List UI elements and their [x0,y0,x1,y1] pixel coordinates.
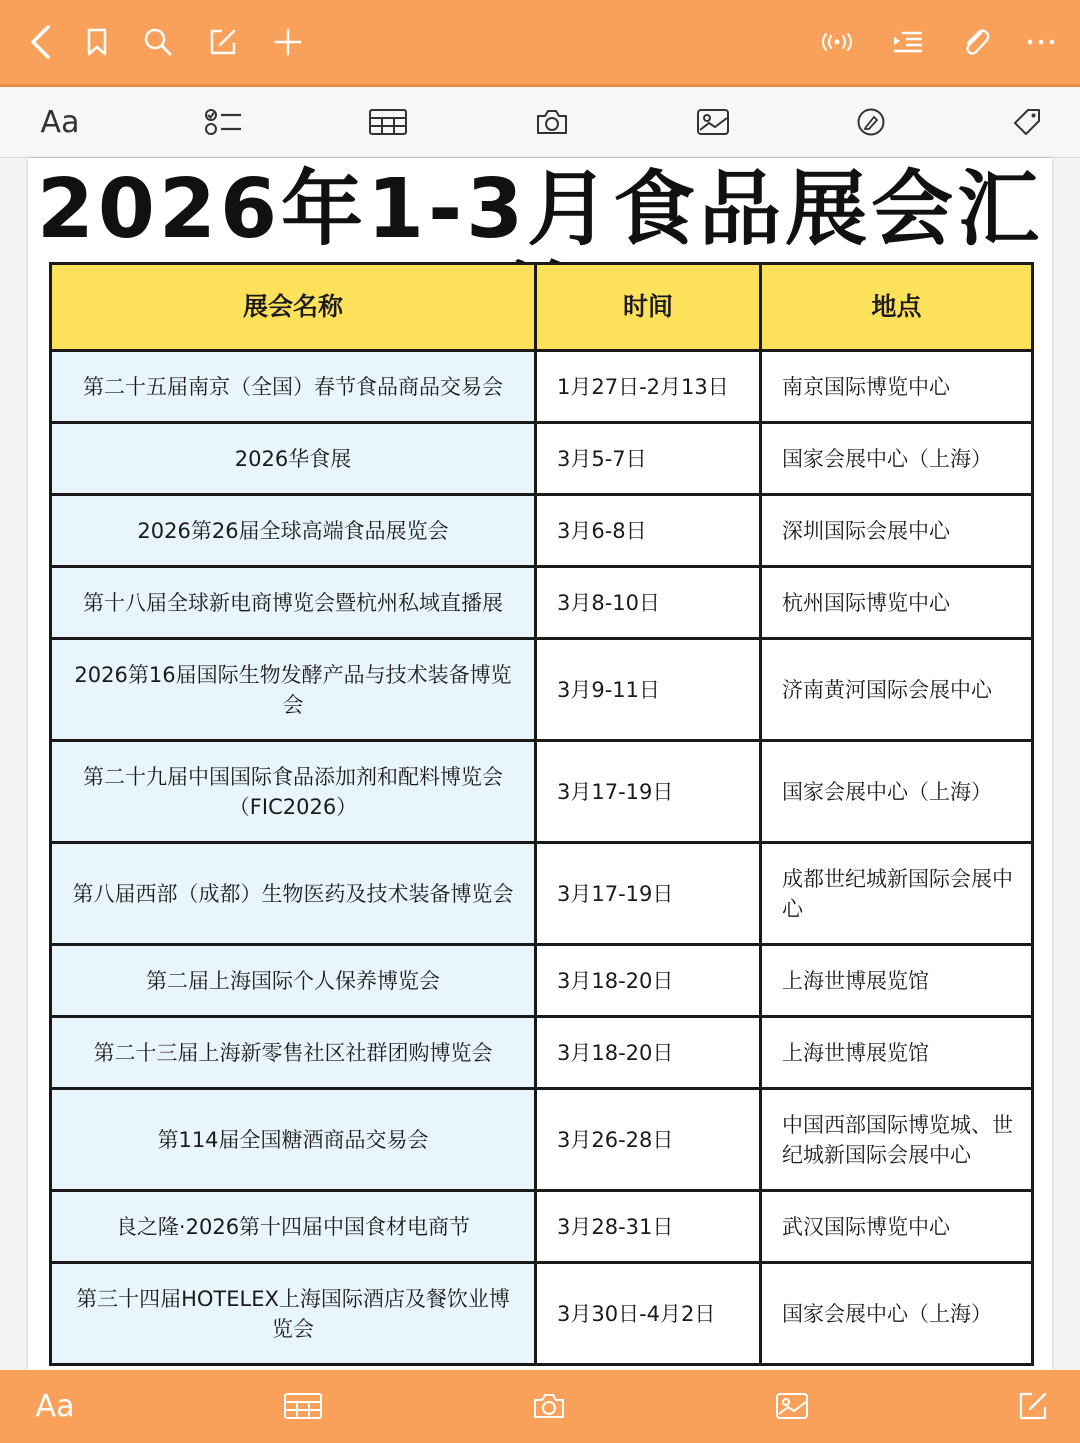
checklist-icon[interactable] [202,102,246,142]
outline-list-icon[interactable] [888,22,928,62]
table-row [51,1263,1033,1365]
exhibition-place-cell: 南京国际博览中心 [761,351,1033,423]
table-row [51,639,1033,741]
bottom-camera-icon[interactable] [527,1386,571,1426]
exhibition-name-cell: 第三十四届HOTELEX上海国际酒店及餐饮业博览会 [51,1263,536,1365]
exhibition-time-cell: 3月18-20日 [536,945,761,1017]
exhibition-place-cell: 国家会展中心（上海） [761,1263,1033,1365]
exhibition-time-cell: 3月18-20日 [536,1017,761,1089]
table-row [51,1191,1033,1263]
search-icon[interactable] [138,22,178,62]
exhibition-time-cell: 1月27日-2月13日 [536,351,761,423]
exhibition-place-cell: 深圳国际会展中心 [761,495,1033,567]
table-row [51,351,1033,423]
bottom-font-format-button[interactable]: Aa [35,1388,75,1424]
exhibition-time-cell: 3月17-19日 [536,843,761,945]
exhibition-place-cell: 中国西部国际博览城、世纪城新国际会展中心 [761,1089,1033,1191]
exhibition-place-cell: 成都世纪城新国际会展中心 [761,843,1033,945]
exhibition-table [49,262,1034,1366]
exhibition-name-cell: 第二十五届南京（全国）春节食品商品交易会 [51,351,536,423]
table-row [51,1017,1033,1089]
exhibition-place-cell: 国家会展中心（上海） [761,423,1033,495]
exhibition-time-cell: 3月8-10日 [536,567,761,639]
exhibition-name-cell: 第114届全国糖酒商品交易会 [51,1089,536,1191]
exhibition-place-cell: 上海世博展览馆 [761,945,1033,1017]
exhibition-name-cell: 2026第16届国际生物发酵产品与技术装备博览会 [51,639,536,741]
back-icon[interactable] [20,22,60,62]
tag-icon[interactable] [1005,102,1049,142]
broadcast-icon[interactable] [817,22,857,62]
edit-icon[interactable] [203,22,243,62]
top-navigation-bar [0,0,1080,87]
table-row [51,1089,1033,1191]
exhibition-time-cell: 3月28-31日 [536,1191,761,1263]
exhibition-name-cell: 2026第26届全球高端食品展览会 [51,495,536,567]
exhibition-name-cell: 第十八届全球新电商博览会暨杭州私域直播展 [51,567,536,639]
markup-pen-icon[interactable] [849,102,893,142]
table-row [51,945,1033,1017]
table-row [51,495,1033,567]
exhibition-place-cell: 国家会展中心（上海） [761,741,1033,843]
exhibition-place-cell: 上海世博展览馆 [761,1017,1033,1089]
font-format-button[interactable]: Aa [40,104,80,140]
note-title: 2026年1-3月食品展会汇 [36,162,1044,257]
exhibition-time-cell: 3月5-7日 [536,423,761,495]
exhibition-name-cell: 第二十九届中国国际食品添加剂和配料博览会（FIC2026） [51,741,536,843]
bottom-table-icon[interactable] [281,1386,325,1426]
exhibition-time-cell: 3月26-28日 [536,1089,761,1191]
exhibition-name-cell: 第二届上海国际个人保养博览会 [51,945,536,1017]
format-toolbar [0,87,1080,158]
add-icon[interactable] [268,22,308,62]
note-page [28,158,1052,1370]
bottom-toolbar [0,1370,1080,1443]
exhibition-name-cell: 2026华食展 [51,423,536,495]
exhibition-place-cell: 济南黄河国际会展中心 [761,639,1033,741]
exhibition-time-cell: 3月30日-4月2日 [536,1263,761,1365]
exhibition-name-cell: 第八届西部（成都）生物医药及技术装备博览会 [51,843,536,945]
bookmark-icon[interactable] [77,22,117,62]
exhibition-time-cell: 3月17-19日 [536,741,761,843]
camera-icon[interactable] [530,102,574,142]
header-place: 地点 [761,264,1033,351]
table-icon[interactable] [366,102,410,142]
exhibition-place-cell: 杭州国际博览中心 [761,567,1033,639]
attachment-icon[interactable] [956,22,996,62]
header-time: 时间 [536,264,761,351]
table-header-row [51,264,1033,351]
table-row [51,741,1033,843]
exhibition-time-cell: 3月6-8日 [536,495,761,567]
image-icon[interactable] [691,102,735,142]
table-row [51,843,1033,945]
exhibition-name-cell: 良之隆·2026第十四届中国食材电商节 [51,1191,536,1263]
table-row [51,567,1033,639]
table-row [51,423,1033,495]
exhibition-name-cell: 第二十三届上海新零售社区社群团购博览会 [51,1017,536,1089]
bottom-compose-icon[interactable] [1011,1386,1055,1426]
bottom-image-icon[interactable] [770,1386,814,1426]
exhibition-time-cell: 3月9-11日 [536,639,761,741]
header-name: 展会名称 [51,264,536,351]
exhibition-place-cell: 武汉国际博览中心 [761,1191,1033,1263]
more-icon[interactable] [1021,22,1061,62]
